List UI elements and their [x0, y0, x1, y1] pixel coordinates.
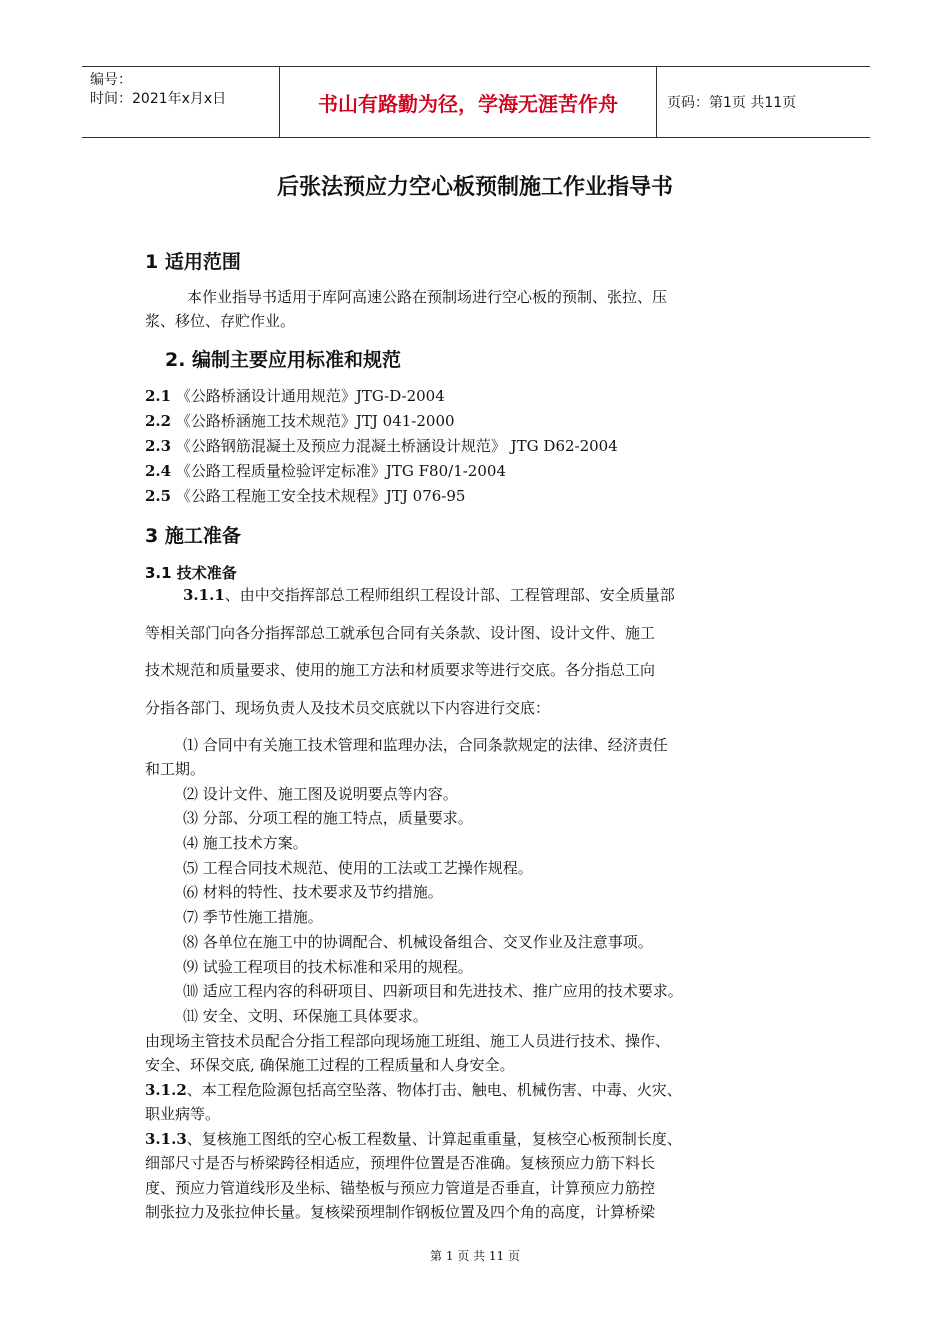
- list-item: ⑻ 各单位在施工中的协调配合、机械设备组合、交叉作业及注意事项。: [183, 933, 653, 951]
- list-item: ⑸ 工程合同技术规范、使用的工法或工艺操作规程。: [183, 859, 533, 877]
- site-paragraph-line-2: 安全、环保交底, 确保施工过程的工程质量和人身安全。: [145, 1056, 515, 1074]
- section-2-heading: 2. 编制主要应用标准和规范: [165, 349, 402, 371]
- para-3-1-2-line-2: 职业病等。: [145, 1105, 221, 1123]
- para-3-1-3-line-1: 3.1.3、复核施工图纸的空心板工程数量、计算起重重量，复核空心板预制长度、: [145, 1130, 682, 1148]
- reference-item: 2.3 《公路钢筋混凝土及预应力混凝土桥涵设计规范》 JTG D62-2004: [145, 437, 618, 455]
- page-footer: 第 1 页 共 11 页: [430, 1249, 520, 1263]
- section-1-heading: 1 适用范围: [145, 251, 241, 273]
- list-item: ⑹ 材料的特性、技术要求及节约措施。: [183, 883, 443, 901]
- number-label: 编号：: [90, 72, 132, 88]
- motto-text: 书山有路勤为径，学海无涯苦作舟: [280, 67, 657, 137]
- reference-item: 2.2 《公路桥涵施工技术规范》JTJ 041-2000: [145, 412, 455, 430]
- para-3-1-1-line-2: 等相关部门向各分指挥部总工就承包合同有关条款、设计图、设计文件、施工: [145, 624, 656, 642]
- para-3-1-3-line-2: 细部尺寸是否与桥梁跨径相适应，预埋件位置是否准确。复核预应力筋下料长: [145, 1154, 656, 1172]
- reference-item: 2.4 《公路工程质量检验评定标准》JTG F80/1-2004: [145, 462, 506, 480]
- para-3-1-3-line-3: 度、预应力管道线形及坐标、锚垫板与预应力管道是否垂直，计算预应力筋控: [145, 1179, 656, 1197]
- list-item: ⑼ 试验工程项目的技术标准和采用的规程。: [183, 958, 473, 976]
- reference-item: 2.5 《公路工程施工安全技术规程》JTJ 076-95: [145, 487, 466, 505]
- list-item: ⑷ 施工技术方案。: [183, 834, 308, 852]
- para-3-1-1-line-1: 3.1.1、由中交指挥部总工程师组织工程设计部、工程管理部、安全质量部: [183, 586, 675, 604]
- list-item: ⑵ 设计文件、施工图及说明要点等内容。: [183, 785, 458, 803]
- list-item: ⑴ 合同中有关施工技术管理和监理办法，合同条款规定的法律、经济责任: [183, 736, 668, 754]
- section-3-heading: 3 施工准备: [145, 525, 241, 547]
- document-title: 后张法预应力空心板预制施工作业指导书: [276, 175, 673, 200]
- section-1-paragraph-line-2: 浆、移位、存贮作业。: [145, 312, 296, 330]
- reference-item: 2.1 《公路桥涵设计通用规范》JTG-D-2004: [145, 387, 445, 405]
- time-label: 时间：2021年x月x日: [90, 91, 227, 107]
- list-item: ⑾ 安全、文明、环保施工具体要求。: [183, 1007, 428, 1025]
- site-paragraph-line-1: 由现场主管技术员配合分指工程部向现场施工班组、施工人员进行技术、操作、: [145, 1032, 671, 1050]
- para-3-1-1-line-3: 技术规范和质量要求、使用的施工方法和材质要求等进行交底。各分指总工向: [145, 661, 656, 679]
- header-table: [82, 66, 870, 138]
- page-info: 页码：第1页 共11页: [667, 95, 797, 111]
- list-item: ⑶ 分部、分项工程的施工特点，质量要求。: [183, 809, 473, 827]
- section-1-paragraph-line-1: 本作业指导书适用于库阿高速公路在预制场进行空心板的预制、张拉、压: [187, 288, 668, 306]
- header-left-cell: [82, 67, 280, 137]
- list-item: ⑺ 季节性施工措施。: [183, 908, 323, 926]
- list-item: 和工期。: [145, 760, 206, 778]
- section-3-1-heading: 3.1 技术准备: [145, 564, 237, 582]
- para-3-1-1-line-4: 分指各部门、现场负责人及技术员交底就以下内容进行交底：: [145, 699, 551, 717]
- list-item: ⑽ 适应工程内容的科研项目、四新项目和先进技术、推广应用的技术要求。: [183, 982, 683, 1000]
- para-3-1-2-line-1: 3.1.2、本工程危险源包括高空坠落、物体打击、触电、机械伤害、中毒、火灾、: [145, 1081, 682, 1099]
- para-3-1-3-line-4: 制张拉力及张拉伸长量。复核梁预埋制作钢板位置及四个角的高度，计算桥梁: [145, 1203, 656, 1221]
